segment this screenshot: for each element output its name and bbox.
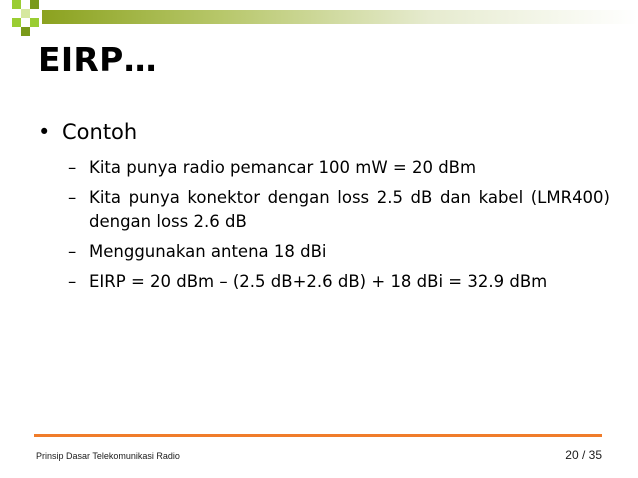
sub-bullet-marker: – bbox=[68, 242, 77, 261]
deco-square bbox=[30, 0, 39, 9]
header-gradient-bar bbox=[42, 10, 638, 24]
page-number: 20 / 35 bbox=[565, 448, 602, 462]
footer-divider bbox=[34, 434, 602, 437]
bullet-text: Contoh bbox=[62, 120, 138, 144]
sub-bullet-text: Kita punya konektor dengan loss 2.5 dB dan kabel (LMR400) dengan loss 2.6 dB bbox=[89, 188, 610, 231]
deco-square bbox=[21, 9, 30, 18]
sub-bullet-item bbox=[68, 270, 610, 294]
deco-square bbox=[30, 18, 39, 27]
sub-bullet-item bbox=[68, 186, 610, 234]
sub-bullet-text: Menggunakan antena 18 dBi bbox=[89, 242, 327, 261]
deco-square bbox=[12, 0, 21, 9]
deco-square bbox=[12, 18, 21, 27]
sub-bullet-marker: – bbox=[68, 272, 77, 291]
sub-bullet-text: Kita punya radio pemancar 100 mW = 20 dBm bbox=[89, 158, 477, 177]
deco-square bbox=[21, 27, 30, 36]
sub-bullet-item bbox=[68, 156, 610, 180]
sub-bullet-item bbox=[68, 240, 610, 264]
bullet-item bbox=[38, 118, 610, 146]
sub-bullet-text: EIRP = 20 dBm – (2.5 dB+2.6 dB) + 18 dBi = 32.9 dBm bbox=[89, 272, 548, 291]
sub-bullet-marker: – bbox=[68, 158, 77, 177]
bullet-marker: • bbox=[38, 120, 51, 144]
slide-title: EIRP… bbox=[38, 40, 157, 79]
footer-course-title: Prinsip Dasar Telekomunikasi Radio bbox=[36, 451, 180, 461]
sub-bullet-marker: – bbox=[68, 188, 77, 207]
bullet-list bbox=[38, 118, 610, 300]
